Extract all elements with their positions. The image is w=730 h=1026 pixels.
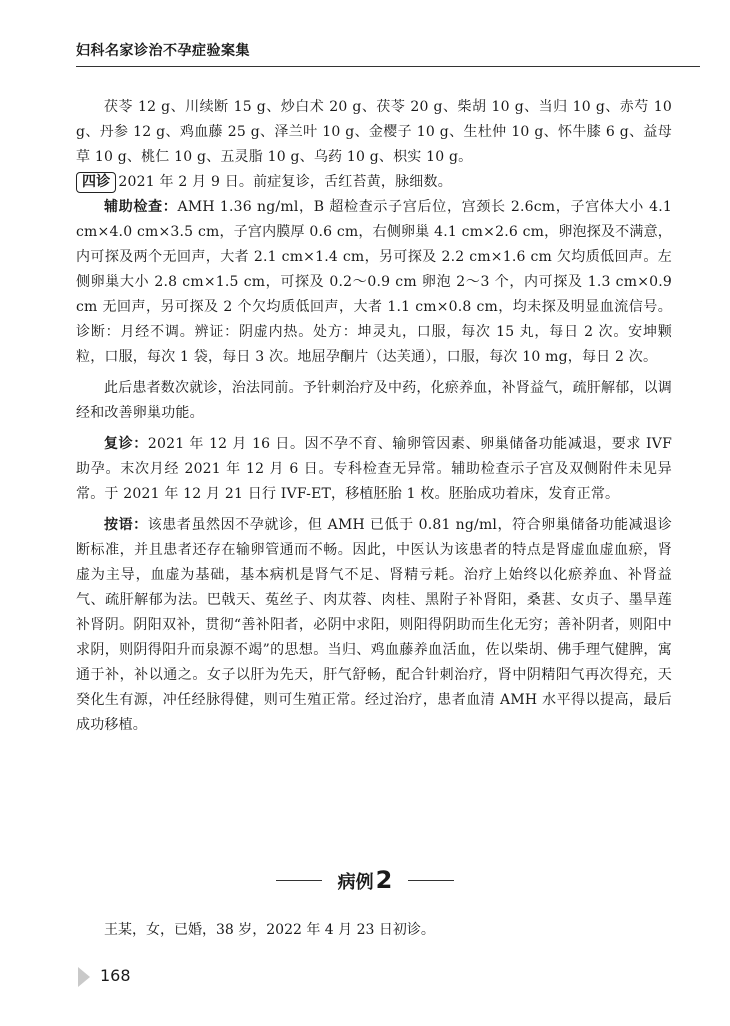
- heading-rule-right: [408, 880, 454, 881]
- case-heading-label: 病例: [337, 872, 374, 893]
- commentary-paragraph: [76, 513, 672, 738]
- case-2-heading: [0, 860, 730, 900]
- fourth-visit-text: 2021 年 2 月 9 日。前症复诊，舌红苔黄，脉细数。: [118, 174, 452, 190]
- auxiliary-exam-label: 辅助检查：: [104, 199, 178, 215]
- revisit-label: 复诊：: [104, 436, 148, 452]
- auxiliary-exam-paragraph: [76, 195, 672, 370]
- main-content: [76, 95, 672, 738]
- fourth-visit-paragraph: [76, 170, 672, 195]
- commentary-text: 该患者虽然因不孕就诊，但 AMH 已低于 0.81 ng/ml，符合卵巢储备功能减退诊断标准，并且患者还存在输卵管通而不畅。因此，中医认为该患者的特点是肾虚血虚血瘀，肾虚为主导，血虚为基础，基本病机是肾气不足、肾精亏耗。治疗上始终以化瘀养血、补肾益气、疏肝解郁为法。巴戟天、菟丝子、肉苁蓉、肉桂、黑附子补肾阳，桑葚、女贞子、墨旱莲补肾阴。阴阳双补，贯彻“善补阳者，必阴中求阳，则阳得阴助而生化无穷；善补阴者，则阳中求阴，则阴得阳升而泉源不竭”的思想。当归、鸡血藤养血活血，佐以柴胡、佛手理气健脾，寓通于补，补以通之。女子以肝为先天，肝气舒畅，配合针刺治疗，肾中阴精阳气再次得充，天癸化生有源，冲任经脉得健，则可生殖正常。经过治疗，患者血清 AMH 水平得以提高，最后成功移植。: [76, 517, 672, 733]
- case-heading-text: [338, 866, 393, 894]
- running-header: 妇科名家诊治不孕症验案集: [76, 43, 250, 59]
- auxiliary-exam-text: AMH 1.36 ng/ml，B 超检查示子宫后位，宫颈长 2.6cm，子宫体大小 4.1 cm×4.0 cm×3.5 cm，子宫内膜厚 0.6 cm，右侧卵巢 4.1 cm×2.6 cm，卵泡探及不满意，内可探及两个无回声，大者 2.1 cm×1.4 cm，另可探及 2.2 cm×1.6 cm 欠均质低回声。左侧卵巢大小 2.8 cm×1.5 cm，可探及 0.2～0.9 cm 卵泡 2～3 个，内可探及 1.3 cm×0.9 cm 无回声，另可探及 2 个欠均质低回声，大者 1.1 cm×0.8 cm，均未探及明显血流信号。诊断：月经不调。辨证：阴虚内热。处方：坤灵丸，口服，每次 15 丸，每日 2 次。安坤颗粒，口服，每次 1 袋，每日 3 次。地屈孕酮片（达芙通），口服，每次 10 mg，每日 2 次。: [76, 199, 672, 365]
- heading-rule-left: [276, 880, 322, 881]
- followup-treatment-paragraph: 此后患者数次就诊，治法同前。予针刺治疗及中药，化瘀养血，补肾益气，疏肝解郁，以调经和改善卵巢功能。: [76, 380, 672, 421]
- revisit-text: 2021 年 12 月 16 日。因不孕不育、输卵管因素、卵巢储备功能减退，要求 IVF 助孕。末次月经 2021 年 12 月 6 日。专科检查无异常。辅助检查示子宫及双侧附件未见异常。于 2021 年 12 月 21 日行 IVF-ET，移植胚胎 1 枚。胚胎成功着床，发育正常。: [76, 436, 672, 502]
- fourth-visit-label: 四诊: [76, 172, 116, 193]
- revisit-paragraph: [76, 432, 672, 507]
- page-number: 168: [100, 966, 131, 985]
- header-rule: [76, 66, 700, 67]
- commentary-label: 按语：: [104, 517, 148, 533]
- prescription-continued: 茯苓 12 g、川续断 15 g、炒白术 20 g、茯苓 20 g、柴胡 10 g、当归 10 g、赤芍 10 g、丹参 12 g、鸡血藤 25 g、泽兰叶 10 g、金樱子 10 g、生杜仲 10 g、怀牛膝 6 g、益母草 10 g、桃仁 10 g、五灵脂 10 g、乌药 10 g、枳实 10 g。: [76, 99, 672, 165]
- case-2-intro: 王某，女，已婚，38 岁，2022 年 4 月 23 日初诊。: [104, 922, 435, 938]
- page-marker-triangle-icon: [78, 967, 90, 987]
- case-heading-number: 2: [375, 866, 393, 894]
